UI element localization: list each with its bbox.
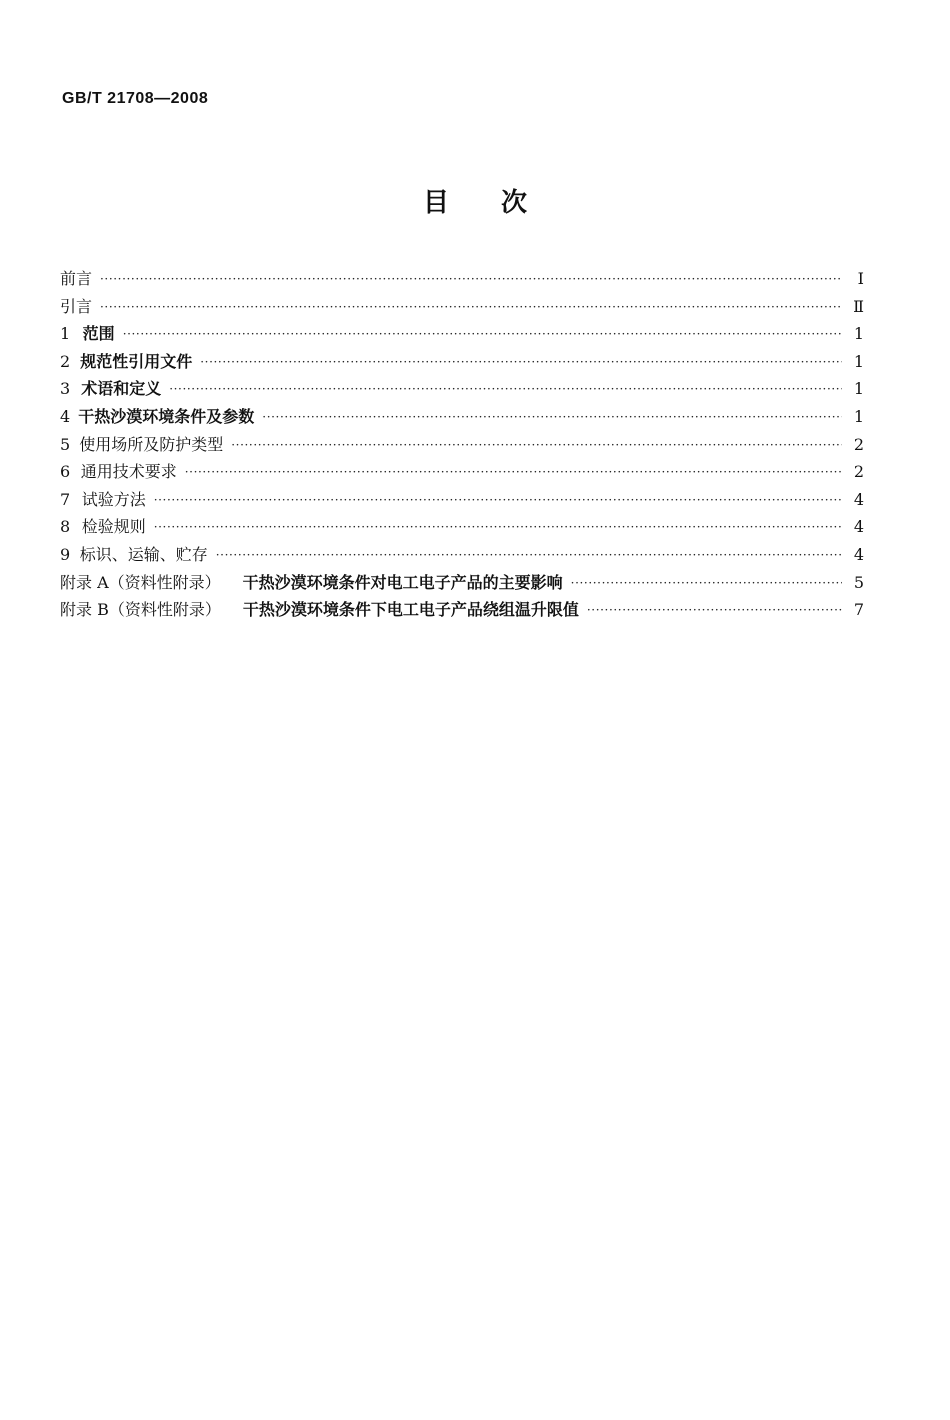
toc-leader-dots <box>587 599 842 615</box>
toc-entry-page: 1 <box>853 406 864 426</box>
toc-entry-label: 标识、运输、贮存 <box>79 544 208 564</box>
toc-entry-label: 检验规则 <box>81 517 146 537</box>
toc-title: 目次 <box>422 188 579 218</box>
toc-entry-number: 4 <box>60 406 71 426</box>
toc-entry-6[interactable] <box>60 459 864 487</box>
toc-entry-page: Ⅰ <box>857 269 864 288</box>
toc-entry-number: 1 <box>60 324 71 344</box>
toc-leader-dots <box>154 489 842 505</box>
toc-entry-annex-a[interactable] <box>60 570 864 598</box>
toc-leader-dots <box>100 268 842 284</box>
toc-entry-label <box>60 570 563 593</box>
toc-entry-3[interactable] <box>60 376 864 404</box>
toc-entry-page: 4 <box>853 544 864 564</box>
toc-entry-page: 5 <box>853 572 864 592</box>
toc-entry-number: 8 <box>60 517 71 537</box>
toc-entry-number: 2 <box>60 351 71 371</box>
toc-entry-label: 规范性引用文件 <box>80 351 193 371</box>
toc-entry-label: 术语和定义 <box>81 379 162 399</box>
toc-entry-annex-b[interactable] <box>60 597 864 625</box>
toc-entry-number: 7 <box>60 489 71 509</box>
toc-entry-5[interactable] <box>60 432 864 460</box>
toc-entry-page: 7 <box>853 600 864 620</box>
toc-entry-label <box>60 597 579 620</box>
toc-leader-dots <box>571 572 842 588</box>
toc-entry-number: 5 <box>60 434 71 454</box>
toc-entry-page: 1 <box>853 351 864 371</box>
toc-entry-label: 引言 <box>60 296 93 316</box>
toc-entry-number: 6 <box>60 462 71 482</box>
annex-prefix: 附录 B（资料性附录） <box>60 600 221 620</box>
toc-leader-dots <box>123 323 842 339</box>
toc-entry-9[interactable] <box>60 542 864 570</box>
toc-leader-dots <box>262 406 842 422</box>
toc-entry-8[interactable] <box>60 514 864 542</box>
toc-entry-label: 试验方法 <box>81 489 146 509</box>
toc-entry-page: 1 <box>853 324 864 344</box>
toc-entry-2[interactable] <box>60 349 864 377</box>
toc-entry-page: 2 <box>853 462 864 482</box>
toc-entry-foreword[interactable] <box>60 266 864 294</box>
toc-entry-page: 4 <box>853 489 864 509</box>
toc-leader-dots <box>216 544 842 560</box>
toc-entry-label: 范围 <box>82 324 115 344</box>
annex-prefix: 附录 A（资料性附录） <box>60 572 221 592</box>
toc-leader-dots <box>185 461 842 477</box>
toc-entry-introduction[interactable] <box>60 294 864 322</box>
toc-entry-page: 4 <box>853 517 864 537</box>
toc-leader-dots <box>231 434 842 450</box>
toc-entry-number: 3 <box>60 379 71 399</box>
toc-leader-dots <box>200 351 842 367</box>
toc-entry-number: 9 <box>60 544 71 564</box>
toc-entry-label: 前言 <box>60 269 93 288</box>
toc-entry-label: 通用技术要求 <box>80 462 177 482</box>
toc-entry-7[interactable] <box>60 487 864 515</box>
document-code: GB/T 21708—2008 <box>62 90 209 107</box>
toc-entry-label: 干热沙漠环境条件及参数 <box>78 406 255 426</box>
toc-leader-dots <box>169 378 842 394</box>
annex-title: 干热沙漠环境条件下电工电子产品绕组温升限值 <box>242 600 579 620</box>
toc-entry-page: Ⅱ <box>853 296 864 316</box>
toc-entry-label: 使用场所及防护类型 <box>79 434 224 454</box>
toc-entry-4[interactable] <box>60 404 864 432</box>
toc-entry-1[interactable] <box>60 321 864 349</box>
toc-leader-dots <box>100 296 842 312</box>
toc-leader-dots <box>154 516 842 532</box>
toc-entry-page: 1 <box>853 379 864 399</box>
table-of-contents <box>60 266 864 625</box>
annex-title: 干热沙漠环境条件对电工电子产品的主要影响 <box>242 572 563 592</box>
toc-entry-page: 2 <box>853 434 864 454</box>
